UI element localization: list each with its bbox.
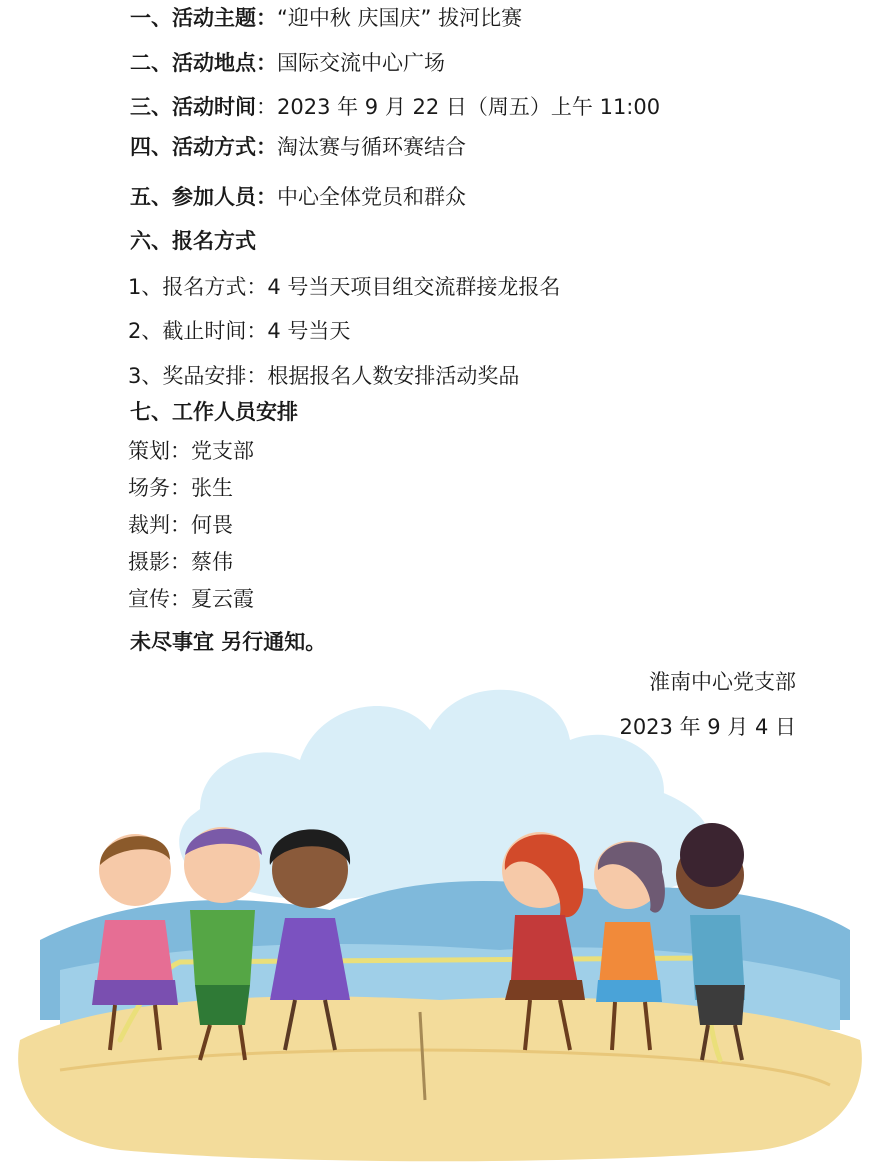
- staff-heading: 七、工作人员安排: [130, 400, 298, 424]
- closing-notice: 未尽事宜 另行通知。: [130, 630, 327, 654]
- registration-item-method: 1、报名方式：4 号当天项目组交流群接龙报名: [128, 275, 561, 299]
- section-participants-value: 中心全体党员和群众: [277, 185, 466, 209]
- section-registration-label: 六、报名方式: [130, 229, 256, 253]
- section-time-value: ：2023 年 9 月 22 日（周五）上午 11:00: [256, 95, 661, 119]
- staff-photography: 摄影：蔡伟: [128, 550, 233, 574]
- registration-item-deadline: 2、截止时间：4 号当天: [128, 319, 351, 343]
- staff-referee: 裁判：何畏: [128, 513, 233, 537]
- section-participants-label: 五、参加人员：: [130, 185, 277, 209]
- section-theme: [130, 4, 522, 32]
- section-format: [130, 133, 466, 161]
- section-time-label: 三、活动时间: [130, 95, 256, 119]
- staff-publicity: 宣传：夏云霞: [128, 587, 254, 611]
- section-registration: [130, 227, 256, 255]
- signature-date: 2023 年 9 月 4 日: [619, 715, 796, 739]
- section-format-label: 四、活动方式：: [130, 135, 277, 159]
- section-participants: [130, 183, 466, 211]
- section-location-value: 国际交流中心广场: [277, 51, 445, 75]
- section-format-value: 淘汰赛与循环赛结合: [277, 135, 466, 159]
- signature-org: 淮南中心党支部: [649, 670, 796, 694]
- registration-item-prizes: 3、奖品安排：根据报名人数安排活动奖品: [128, 364, 520, 388]
- section-location-label: 二、活动地点：: [130, 51, 277, 75]
- section-theme-value: “迎中秋 庆国庆” 拔河比赛: [277, 6, 523, 30]
- staff-venue: 场务：张生: [128, 476, 233, 500]
- section-theme-label: 一、活动主题：: [130, 6, 277, 30]
- staff-planning: 策划：党支部: [128, 439, 254, 463]
- section-location: [130, 49, 445, 77]
- section-time: [130, 93, 660, 121]
